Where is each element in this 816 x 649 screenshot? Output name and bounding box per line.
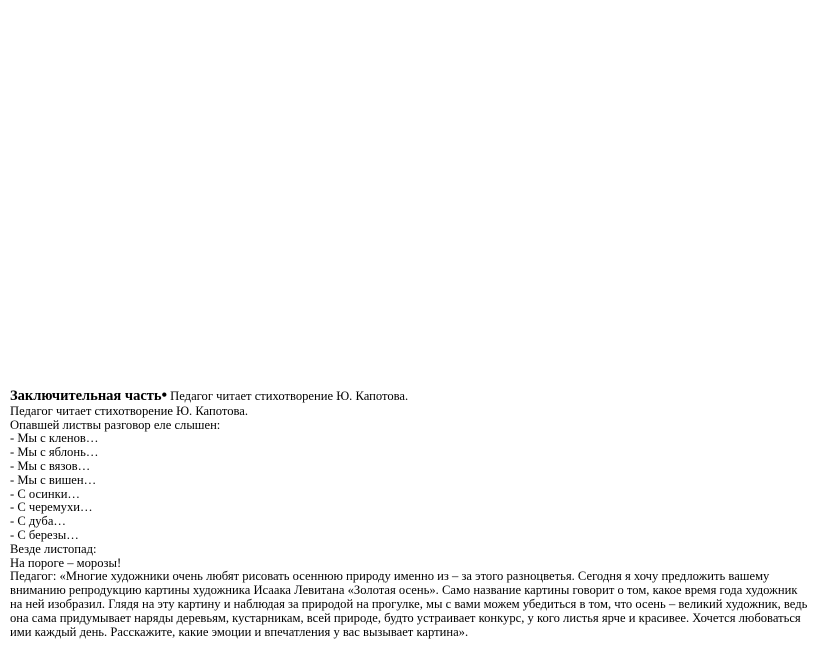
heading-note: Педагог читает стихотворение Ю. Капотова.: [170, 389, 409, 403]
poem-line: - Мы с вязов…: [10, 458, 91, 473]
poem-line: Везде листопад:: [10, 541, 97, 556]
poem-line: - С березы…: [10, 527, 79, 542]
poem-line: - Мы с вишен…: [10, 472, 97, 487]
poem-line: На пороге – морозы!: [10, 555, 122, 570]
bullet-icon: •: [161, 387, 168, 404]
section-heading: Заключительная часть: [10, 388, 162, 404]
intro-line: Педагог читает стихотворение Ю. Капотова.: [10, 403, 249, 418]
poem-line: - Мы с яблонь…: [10, 445, 99, 460]
teacher-paragraph: Педагог: «Многие художники очень любят рисовать осеннюю природу именно из – за этого разноцветья. Сегодня я хочу предложить вашему вниманию репродукцию картины художника Исаака Левитана «Золотая осень». Само название картины говорит о том, какое время года художник на ней изобразил. Глядя на эту картину и наблюдая за природой на прогулке, мы с вами можем убедиться в том, что осень – великий художник, ведь она сама придумывает наряды деревьям, кустарникам, всей природе, будто устраивает конкурс, у кого листья ярче и красивее. Хочется любоваться ими каждый день. Расскажите, какие эмоции и впечатления у вас вызывает картина».: [10, 569, 808, 639]
poem-line: Опавшей листвы разговор еле слышен:: [10, 417, 221, 432]
document-body: [10, 389, 810, 639]
poem-line: - С дуба…: [10, 514, 67, 529]
poem-line: - С черемухи…: [10, 500, 93, 515]
poem-line: - С осинки…: [10, 486, 81, 501]
poem-line: - Мы с кленов…: [10, 431, 99, 446]
heading-line: [10, 389, 810, 404]
